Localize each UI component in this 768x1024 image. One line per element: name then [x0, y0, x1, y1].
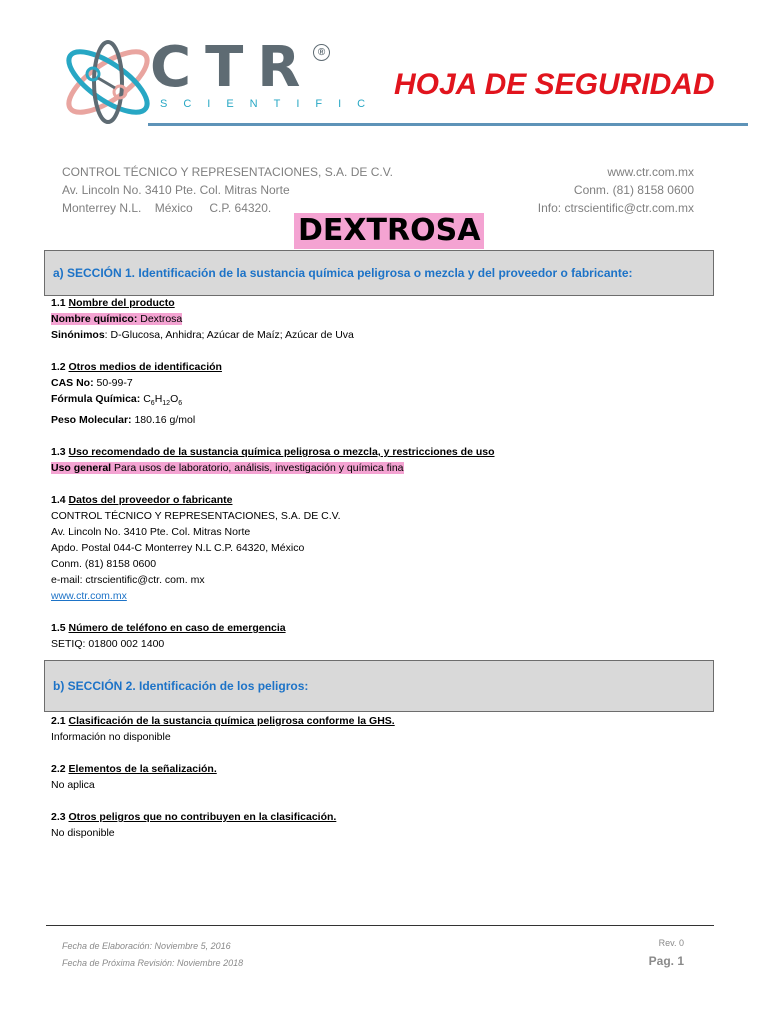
- company-info-left: [62, 163, 393, 217]
- supplier-website-link[interactable]: www.ctr.com.mx: [51, 590, 127, 603]
- section-2-label: b) SECCIÓN 2. Identificación de los peligros:: [53, 679, 309, 693]
- section-1-body: [51, 295, 495, 652]
- company-city: Monterrey N.L.: [62, 201, 142, 215]
- subsection-2-3-value: No disponible: [51, 827, 115, 839]
- company-name: CONTROL TÉCNICO Y REPRESENTACIONES, S.A. DE C.V.: [62, 165, 393, 179]
- product-title: DEXTROSA: [294, 213, 484, 249]
- footer-divider: [46, 925, 714, 926]
- subsection-2-1-value: Información no disponible: [51, 731, 171, 743]
- subsection-1-3-heading: 1.3 Uso recomendado de la sustancia química peligrosa o mezcla, y restricciones de uso: [51, 446, 495, 459]
- cas-row: CAS No: 50-99-7: [51, 377, 133, 389]
- subsection-1-5-heading: 1.5 Número de teléfono en caso de emergencia: [51, 622, 286, 635]
- general-use-row: Uso general Para usos de laboratorio, análisis, investigación y química fina: [51, 462, 404, 475]
- subsection-1-4-heading: 1.4 Datos del proveedor o fabricante: [51, 494, 233, 507]
- supplier-line: Apdo. Postal 044-C Monterrey N.L C.P. 64320, México: [51, 542, 305, 555]
- brand-subtitle: SCIENTIFIC: [160, 98, 382, 110]
- next-revision-date: Fecha de Próxima Revisión: Noviembre 2018: [62, 958, 244, 968]
- registered-mark: ®: [313, 44, 330, 61]
- emergency-phone: SETIQ: 01800 002 1400: [51, 638, 165, 651]
- section-1-label: a) SECCIÓN 1. Identificación de la sustancia química peligrosa o mezcla y del proveedor o fabricante:: [53, 266, 633, 280]
- subsection-2-2-heading: 2.2 Elementos de la señalización.: [51, 763, 217, 775]
- section-2-header: [44, 660, 714, 712]
- subsection-1-2-heading: 1.2 Otros medios de identificación: [51, 361, 222, 373]
- company-phone: Conm. (81) 8158 0600: [573, 183, 694, 197]
- supplier-line: e-mail: ctrscientific@ctr. com. mx: [51, 574, 205, 587]
- company-web[interactable]: www.ctr.com.mx: [607, 165, 694, 179]
- chemical-name-row: Nombre químico: Dextrosa: [51, 313, 183, 325]
- page-number: Pag. 1: [648, 954, 684, 968]
- supplier-line: Conm. (81) 8158 0600: [51, 558, 157, 571]
- elaboration-date: Fecha de Elaboración: Noviembre 5, 2016: [62, 941, 231, 951]
- document-title: HOJA DE SEGURIDAD: [394, 68, 715, 101]
- supplier-line: Av. Lincoln No. 3410 Pte. Col. Mitras Norte: [51, 526, 251, 539]
- formula-row: Fórmula Química: $C_6H_{12}O_6$: [51, 393, 183, 408]
- brand-name: CTR: [150, 35, 315, 100]
- header-divider: [148, 123, 748, 126]
- revision-number: Rev. 0: [658, 938, 684, 948]
- subsection-2-2-value: No aplica: [51, 779, 95, 791]
- supplier-line: CONTROL TÉCNICO Y REPRESENTACIONES, S.A. DE C.V.: [51, 510, 341, 523]
- section-1-header: [44, 250, 714, 296]
- company-address: Av. Lincoln No. 3410 Pte. Col. Mitras Norte: [62, 183, 290, 197]
- synonyms-row: Sinónimos: D-Glucosa, Anhidra; Azúcar de Maíz; Azúcar de Uva: [51, 329, 354, 341]
- footer-dates: [62, 938, 243, 972]
- subsection-2-1-heading: 2.1 Clasificación de la sustancia química peligrosa conforme la GHS.: [51, 715, 395, 727]
- section-2-body: [51, 713, 395, 841]
- molecular-weight-row: Peso Molecular: 180.16 g/mol: [51, 414, 196, 427]
- subsection-2-3-heading: 2.3 Otros peligros que no contribuyen en la clasificación.: [51, 811, 337, 823]
- company-info-right: [538, 163, 694, 217]
- company-email[interactable]: Info: ctrscientific@ctr.com.mx: [537, 201, 694, 215]
- company-postal: C.P. 64320.: [209, 201, 272, 215]
- subsection-1-1-heading: 1.1 Nombre del producto: [51, 297, 175, 309]
- company-country: México: [154, 201, 193, 215]
